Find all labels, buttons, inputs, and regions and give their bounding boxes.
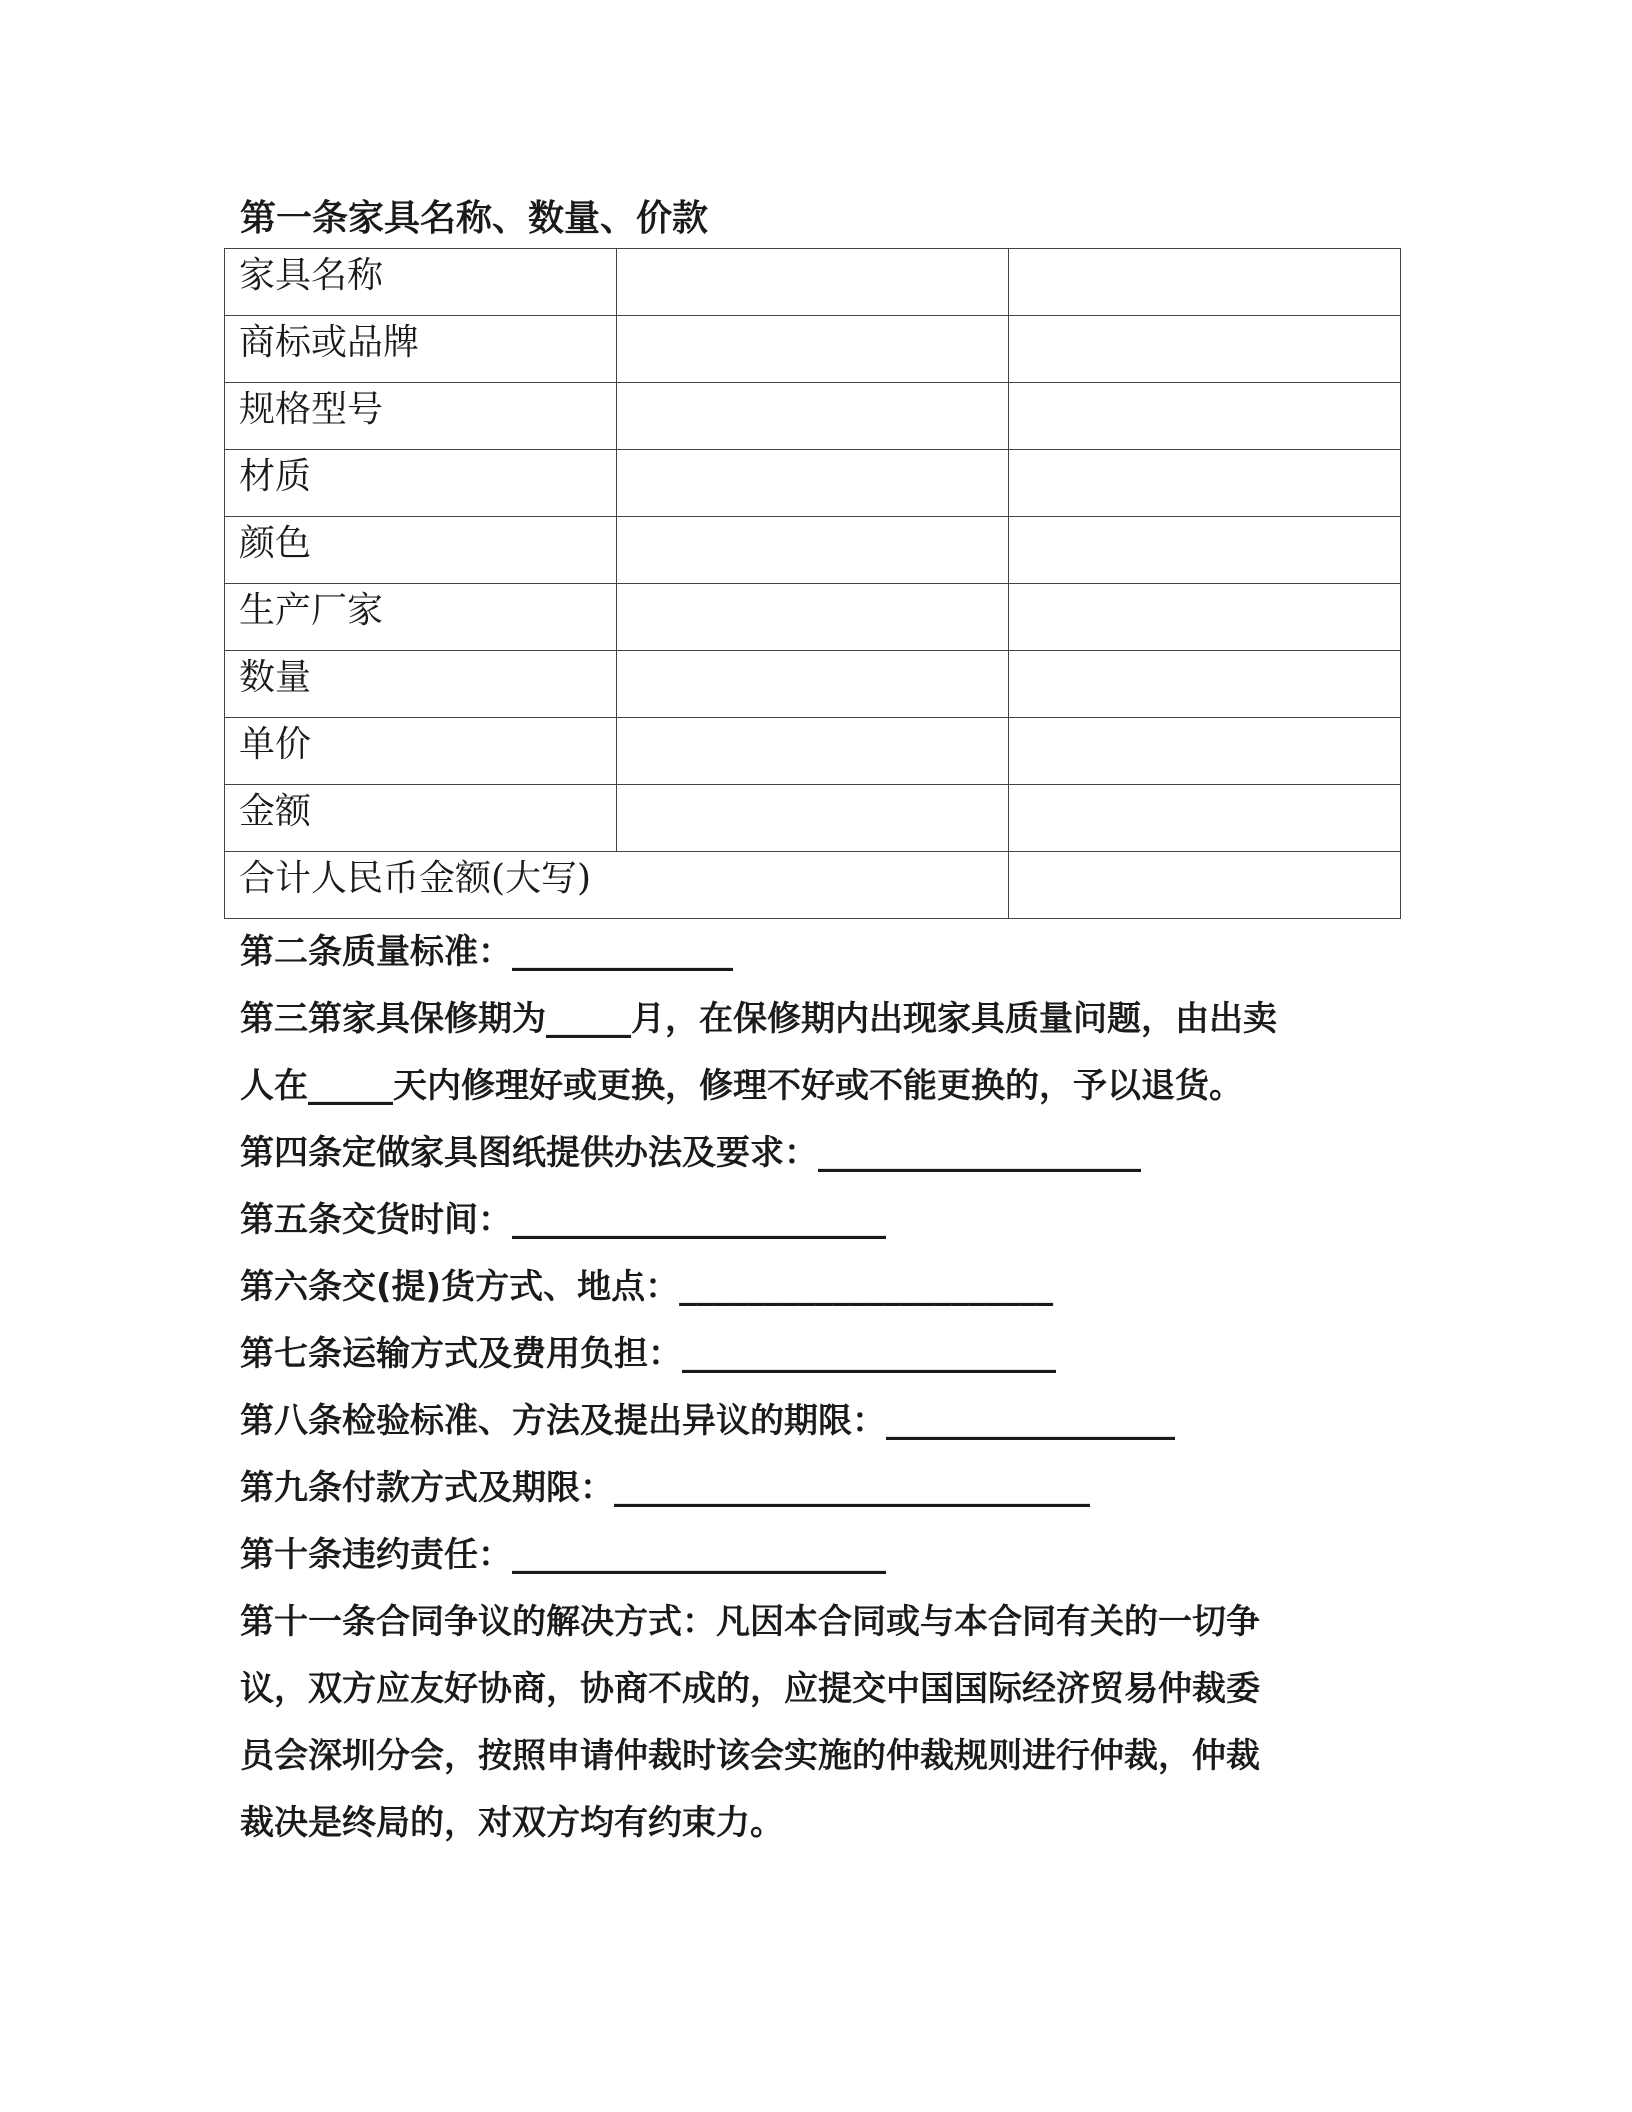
row-label: 单价 [225,718,617,785]
total-amount-label: 合计人民币金额(大写) [225,852,1009,919]
table-row [225,584,1401,651]
clause-8-inspection: 第八条检验标准、方法及提出异议的期限：_________________ [240,1401,1175,1441]
row-label: 生产厂家 [225,584,617,651]
row-label: 金额 [225,785,617,852]
total-amount-cell [1009,852,1401,919]
row-label: 规格型号 [225,383,617,450]
table-cell [1009,718,1401,785]
clause-11-dispute-line-4: 裁决是终局的，对双方均有约束力。 [240,1803,784,1843]
clause-10-liability: 第十条违约责任：______________________ [240,1535,886,1575]
row-label: 家具名称 [225,249,617,316]
table-cell [617,316,1009,383]
clause-9-payment: 第九条付款方式及期限：____________________________ [240,1468,1090,1508]
table-cell [617,383,1009,450]
row-label: 商标或品牌 [225,316,617,383]
table-row [225,450,1401,517]
clause-2-quality-standard: 第二条质量标准：_____________ [240,932,733,972]
table-cell [617,651,1009,718]
table-cell [617,249,1009,316]
table-cell [1009,450,1401,517]
clause-3-warranty-line-1: 第三第家具保修期为_____月，在保修期内出现家具质量问题，由出卖 [240,999,1277,1039]
clause-11-dispute-line-2: 议，双方应友好协商，协商不成的，应提交中国国际经济贸易仲裁委 [240,1669,1260,1709]
table-row [225,718,1401,785]
table-row-total [225,852,1401,919]
row-label: 数量 [225,651,617,718]
table-row [225,785,1401,852]
contract-page [240,190,1400,1857]
table-cell [1009,383,1401,450]
table-cell [617,584,1009,651]
row-label: 材质 [225,450,617,517]
table-cell [1009,651,1401,718]
clause-7-transport: 第七条运输方式及费用负担：______________________ [240,1334,1056,1374]
clause-11-dispute-line-3: 员会深圳分会，按照申请仲裁时该会实施的仲裁规则进行仲裁，仲裁 [240,1736,1260,1776]
table-row [225,316,1401,383]
clause-4-drawings: 第四条定做家具图纸提供办法及要求：___________________ [240,1133,1141,1173]
table-cell [1009,785,1401,852]
clause-3-warranty-line-2: 人在_____天内修理好或更换，修理不好或不能更换的，予以退货。 [240,1066,1243,1106]
table-cell [1009,249,1401,316]
table-cell [617,450,1009,517]
table-row [225,651,1401,718]
clause-6-delivery-method: 第六条交(提)货方式、地点：______________________ [240,1267,1054,1307]
section-1-heading: 第一条家具名称、数量、价款 [240,198,709,239]
table-row [225,383,1401,450]
row-label: 颜色 [225,517,617,584]
table-row [225,517,1401,584]
clause-5-delivery-time: 第五条交货时间：______________________ [240,1200,886,1240]
table-cell [617,517,1009,584]
clause-11-dispute-line-1: 第十一条合同争议的解决方式：凡因本合同或与本合同有关的一切争 [240,1602,1260,1642]
furniture-table [224,248,1401,919]
table-cell [617,785,1009,852]
table-cell [1009,517,1401,584]
table-cell [617,718,1009,785]
table-cell [1009,584,1401,651]
table-row [225,249,1401,316]
table-cell [1009,316,1401,383]
